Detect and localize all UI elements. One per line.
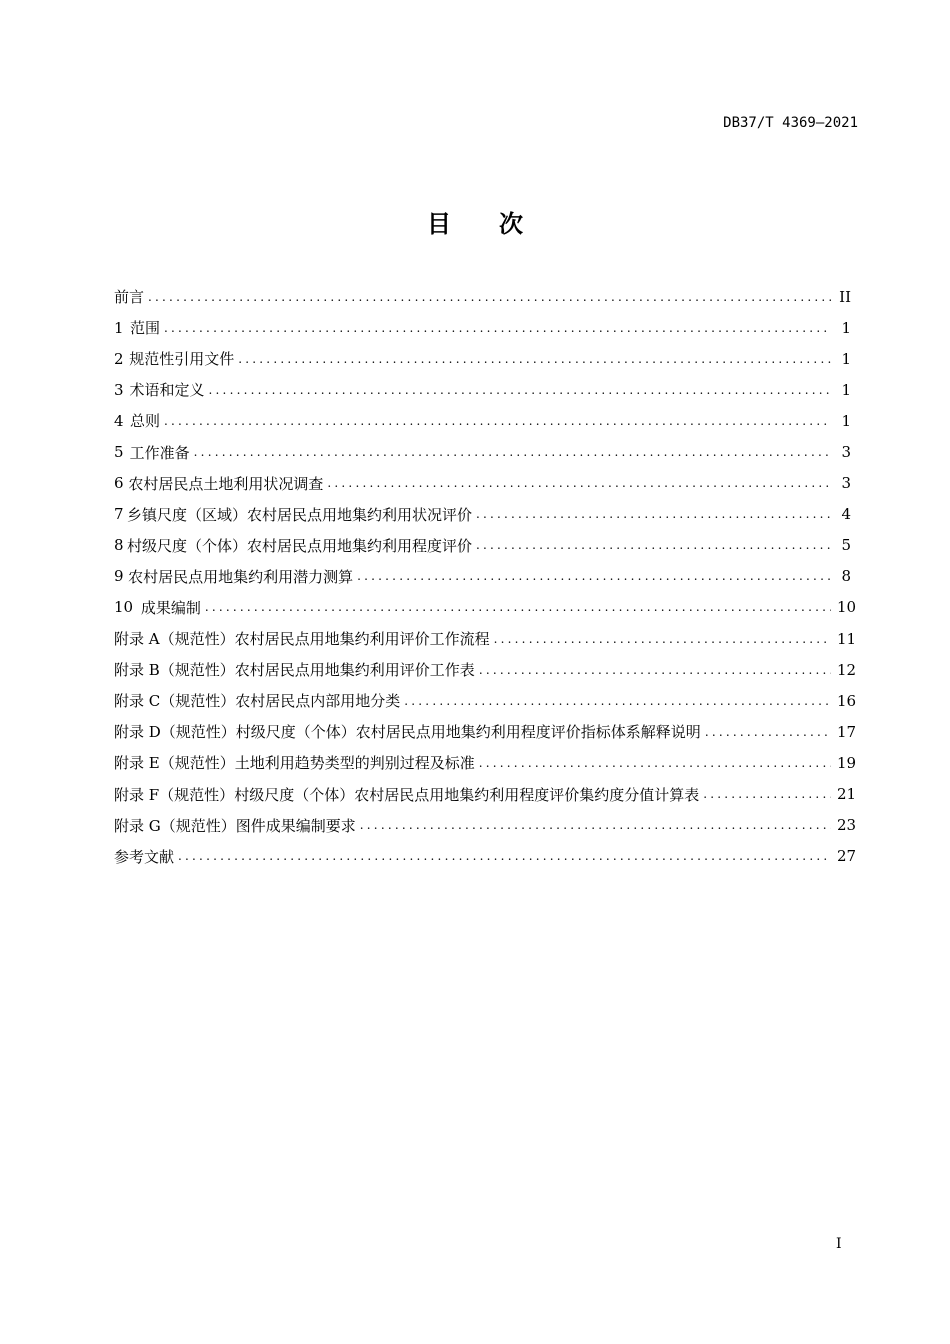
- toc-entry-8[interactable]: [114, 530, 851, 561]
- toc-entry-text: 工作准备: [129, 443, 190, 462]
- dot-leader: [360, 818, 831, 832]
- toc-page-number: 23: [837, 816, 857, 835]
- toc-entry-3[interactable]: [114, 374, 851, 405]
- title-char-1: 目: [427, 210, 451, 238]
- toc-entry-text: 前言: [114, 288, 145, 307]
- page-title: [0, 204, 950, 239]
- toc-entry-text: 成果编制: [140, 598, 201, 617]
- appendix-label: 附录 C（规范性）: [114, 692, 236, 711]
- toc-page-number: 12: [837, 660, 857, 679]
- toc-page-number: 1: [841, 318, 851, 337]
- toc-entry-appendix-d[interactable]: [114, 716, 857, 747]
- toc-entry-text: 图件成果编制要求: [235, 816, 356, 835]
- dot-leader: [205, 600, 831, 614]
- toc-entry-text: 农村居民点土地利用状况调查: [128, 474, 324, 493]
- toc-page-number: 1: [841, 349, 851, 368]
- dot-leader: [479, 663, 831, 677]
- toc-entry-number: 6: [114, 474, 124, 493]
- toc-entry-text: 范围: [129, 319, 160, 338]
- toc-entry-appendix-b[interactable]: [114, 654, 857, 685]
- toc-page-number: II: [839, 287, 851, 306]
- dot-leader: [164, 321, 831, 335]
- toc-entry-foreword[interactable]: [114, 281, 851, 312]
- toc-entry-appendix-e[interactable]: [114, 747, 857, 778]
- toc-page-number: 19: [837, 753, 857, 772]
- appendix-label: 附录 E（规范性）: [114, 754, 235, 773]
- toc-entry-number: 1: [114, 318, 124, 337]
- toc-entry-text: 农村居民点用地集约利用潜力测算: [128, 567, 354, 586]
- toc-entry-4[interactable]: [114, 405, 851, 436]
- toc-entry-appendix-f[interactable]: [114, 779, 857, 810]
- toc-entry-number: 10: [114, 598, 134, 617]
- toc-entry-text: 农村居民点用地集约利用评价工作表: [234, 661, 475, 680]
- page-folio: I: [836, 1236, 842, 1252]
- document-code: DB37/T 4369—2021: [723, 115, 858, 131]
- table-of-contents: [114, 281, 857, 872]
- toc-entry-number: 9: [114, 567, 124, 586]
- title-char-2: 次: [499, 210, 523, 238]
- dot-leader: [476, 538, 831, 552]
- toc-entry-6[interactable]: [114, 468, 851, 499]
- appendix-label: 附录 D（规范性）: [114, 723, 236, 742]
- toc-entry-text: 术语和定义: [129, 381, 205, 400]
- toc-entry-9[interactable]: [114, 561, 851, 592]
- dot-leader: [164, 414, 831, 428]
- toc-page-number: 8: [841, 567, 851, 586]
- appendix-label: 附录 A（规范性）: [114, 630, 235, 649]
- toc-entry-1[interactable]: [114, 312, 851, 343]
- dot-leader: [479, 756, 831, 770]
- toc-page-number: 3: [841, 443, 851, 462]
- dot-leader: [209, 383, 831, 397]
- toc-page-number: 3: [841, 474, 851, 493]
- dot-leader: [238, 352, 831, 366]
- appendix-label: 附录 G（规范性）: [114, 816, 236, 835]
- toc-page-number: 11: [837, 629, 857, 648]
- toc-entry-appendix-g[interactable]: [114, 810, 857, 841]
- toc-entry-appendix-a[interactable]: [114, 623, 857, 654]
- toc-entry-text: 乡镇尺度（区域）农村居民点用地集约利用状况评价: [126, 505, 472, 524]
- toc-entry-10[interactable]: [114, 592, 857, 623]
- toc-entry-2[interactable]: [114, 343, 851, 374]
- toc-entry-text: 村级尺度（个体）农村居民点用地集约利用程度评价指标体系解释说明: [235, 723, 701, 742]
- toc-page-number: 10: [837, 598, 857, 617]
- toc-entry-text: 总则: [129, 412, 160, 431]
- dot-leader: [327, 476, 831, 490]
- toc-page-number: 21: [837, 785, 857, 804]
- toc-entry-references[interactable]: [114, 841, 857, 872]
- dot-leader: [494, 632, 831, 646]
- toc-page-number: 1: [841, 411, 851, 430]
- toc-page-number: 27: [837, 847, 857, 866]
- toc-entry-number: 3: [114, 380, 124, 399]
- appendix-label: 附录 B（规范性）: [114, 661, 235, 680]
- dot-leader: [194, 445, 831, 459]
- toc-page-number: 4: [841, 505, 851, 524]
- toc-page-number: 5: [841, 536, 851, 555]
- toc-entry-text: 农村居民点内部用地分类: [235, 692, 401, 711]
- toc-entry-7[interactable]: [114, 499, 851, 530]
- toc-entry-text: 村级尺度（个体）农村居民点用地集约利用程度评价集约度分值计算表: [234, 785, 700, 804]
- toc-entry-number: 2: [114, 349, 124, 368]
- toc-entry-number: 4: [114, 411, 124, 430]
- toc-entry-number: 7: [114, 505, 124, 524]
- dot-leader: [404, 694, 831, 708]
- dot-leader: [178, 849, 831, 863]
- dot-leader: [357, 569, 831, 583]
- toc-entry-text: 参考文献: [114, 847, 175, 866]
- toc-entry-number: 8: [114, 536, 124, 555]
- toc-entry-text: 土地利用趋势类型的判别过程及标准: [234, 754, 475, 773]
- toc-entry-text: 村级尺度（个体）农村居民点用地集约利用程度评价: [126, 536, 472, 555]
- dot-leader: [703, 787, 831, 801]
- dot-leader: [476, 507, 831, 521]
- dot-leader: [705, 725, 831, 739]
- toc-entry-text: 规范性引用文件: [129, 350, 235, 369]
- toc-entry-number: 5: [114, 443, 124, 462]
- toc-entry-appendix-c[interactable]: [114, 685, 857, 716]
- toc-page-number: 17: [837, 722, 857, 741]
- toc-entry-5[interactable]: [114, 436, 851, 467]
- appendix-label: 附录 F（规范性）: [114, 785, 235, 804]
- toc-page-number: 1: [841, 380, 851, 399]
- dot-leader: [148, 290, 831, 304]
- toc-entry-text: 农村居民点用地集约利用评价工作流程: [234, 630, 490, 649]
- toc-page-number: 16: [837, 691, 857, 710]
